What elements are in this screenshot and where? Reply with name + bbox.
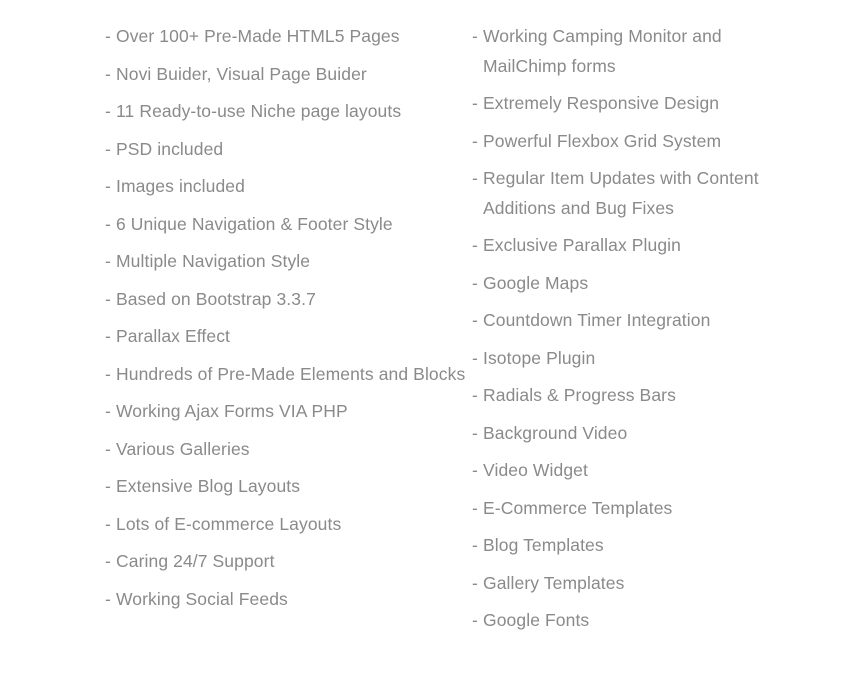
feature-label: Over 100+ Pre-Made HTML5 Pages [116, 26, 400, 46]
dash-bullet-icon: - [472, 310, 478, 330]
list-item [105, 435, 472, 465]
dash-bullet-icon: - [472, 168, 478, 188]
list-item [472, 569, 772, 599]
feature-list-left [105, 22, 472, 614]
feature-label: Novi Buider, Visual Page Buider [116, 63, 367, 84]
feature-label: 11 Ready-to-use Niche page layouts [116, 101, 402, 121]
list-item [105, 135, 472, 165]
dash-bullet-icon: - [105, 213, 111, 234]
dash-bullet-icon: - [472, 610, 478, 630]
list-item [105, 397, 472, 427]
dash-bullet-icon: - [472, 460, 478, 480]
feature-label: Parallax Effect [116, 326, 231, 346]
dash-bullet-icon: - [105, 326, 111, 346]
dash-bullet-icon: - [105, 551, 111, 571]
dash-bullet-icon: - [472, 130, 478, 151]
dash-bullet-icon: - [472, 272, 478, 293]
dash-bullet-icon: - [105, 288, 111, 309]
list-item [472, 269, 772, 299]
feature-label: E-Commerce Templates [483, 497, 673, 518]
list-item [105, 97, 472, 127]
feature-label: PSD included [116, 138, 224, 159]
feature-label: Video Widget [483, 460, 588, 480]
list-item [105, 247, 472, 277]
dash-bullet-icon: - [105, 138, 111, 159]
dash-bullet-icon: - [105, 63, 111, 84]
feature-column-left [105, 22, 472, 644]
feature-label: Exclusive Parallax Plugin [483, 235, 682, 255]
list-item [105, 322, 472, 352]
feature-label: Based on Bootstrap 3.3.7 [116, 288, 316, 309]
list-item [105, 22, 472, 52]
list-item [472, 306, 772, 336]
feature-label: Extremely Responsive Design [483, 93, 720, 113]
dash-bullet-icon: - [105, 401, 111, 421]
feature-label: Lots of E-commerce Layouts [116, 513, 342, 534]
feature-label: Background Video [483, 422, 628, 443]
feature-label: Extensive Blog Layouts [116, 476, 301, 496]
list-item [105, 585, 472, 615]
dash-bullet-icon: - [105, 101, 111, 121]
list-item [472, 381, 772, 411]
list-item [105, 60, 472, 90]
list-item [472, 22, 772, 81]
dash-bullet-icon: - [105, 363, 111, 384]
list-item [472, 231, 772, 261]
list-item [472, 164, 772, 223]
dash-bullet-icon: - [105, 513, 111, 534]
list-item [472, 127, 772, 157]
list-item [105, 360, 472, 390]
feature-label: Gallery Templates [483, 572, 625, 593]
list-item [105, 510, 472, 540]
feature-label: Google Fonts [483, 610, 590, 630]
dash-bullet-icon: - [472, 385, 478, 405]
dash-bullet-icon: - [105, 476, 111, 496]
feature-label: Multiple Navigation Style [116, 251, 311, 271]
feature-label: Caring 24/7 Support [116, 551, 275, 571]
list-item [105, 472, 472, 502]
feature-label: Working Camping Monitor and MailChimp forms [483, 26, 722, 76]
list-item [105, 210, 472, 240]
dash-bullet-icon: - [472, 93, 478, 113]
list-item [472, 419, 772, 449]
list-item [105, 172, 472, 202]
dash-bullet-icon: - [472, 422, 478, 443]
feature-label: Powerful Flexbox Grid System [483, 130, 722, 151]
feature-label: Isotope Plugin [483, 347, 596, 368]
feature-label: Images included [116, 176, 245, 196]
dash-bullet-icon: - [105, 438, 111, 459]
dash-bullet-icon: - [472, 497, 478, 518]
feature-label: Blog Templates [483, 535, 604, 555]
feature-label: Radials & Progress Bars [483, 385, 676, 405]
feature-list-right [472, 22, 772, 636]
dash-bullet-icon: - [472, 572, 478, 593]
feature-label: Various Galleries [116, 438, 250, 459]
list-item [472, 494, 772, 524]
dash-bullet-icon: - [105, 176, 111, 196]
dash-bullet-icon: - [105, 251, 111, 271]
list-item [105, 285, 472, 315]
feature-label: Countdown Timer Integration [483, 310, 711, 330]
dash-bullet-icon: - [472, 347, 478, 368]
feature-label: Regular Item Updates with Content Additions and Bug Fixes [483, 168, 759, 218]
list-item [472, 531, 772, 561]
feature-column-right [472, 22, 772, 644]
feature-label: Google Maps [483, 272, 589, 293]
feature-label: 6 Unique Navigation & Footer Style [116, 213, 393, 234]
feature-label: Hundreds of Pre-Made Elements and Blocks [116, 363, 466, 384]
list-item [472, 456, 772, 486]
feature-label: Working Ajax Forms VIA PHP [116, 401, 348, 421]
dash-bullet-icon: - [472, 235, 478, 255]
list-item [472, 606, 772, 636]
feature-label: Working Social Feeds [116, 588, 288, 609]
list-item [472, 89, 772, 119]
feature-list [105, 22, 805, 644]
list-item [472, 344, 772, 374]
dash-bullet-icon: - [472, 535, 478, 555]
dash-bullet-icon: - [105, 26, 111, 46]
dash-bullet-icon: - [472, 26, 478, 46]
dash-bullet-icon: - [105, 588, 111, 609]
list-item [105, 547, 472, 577]
